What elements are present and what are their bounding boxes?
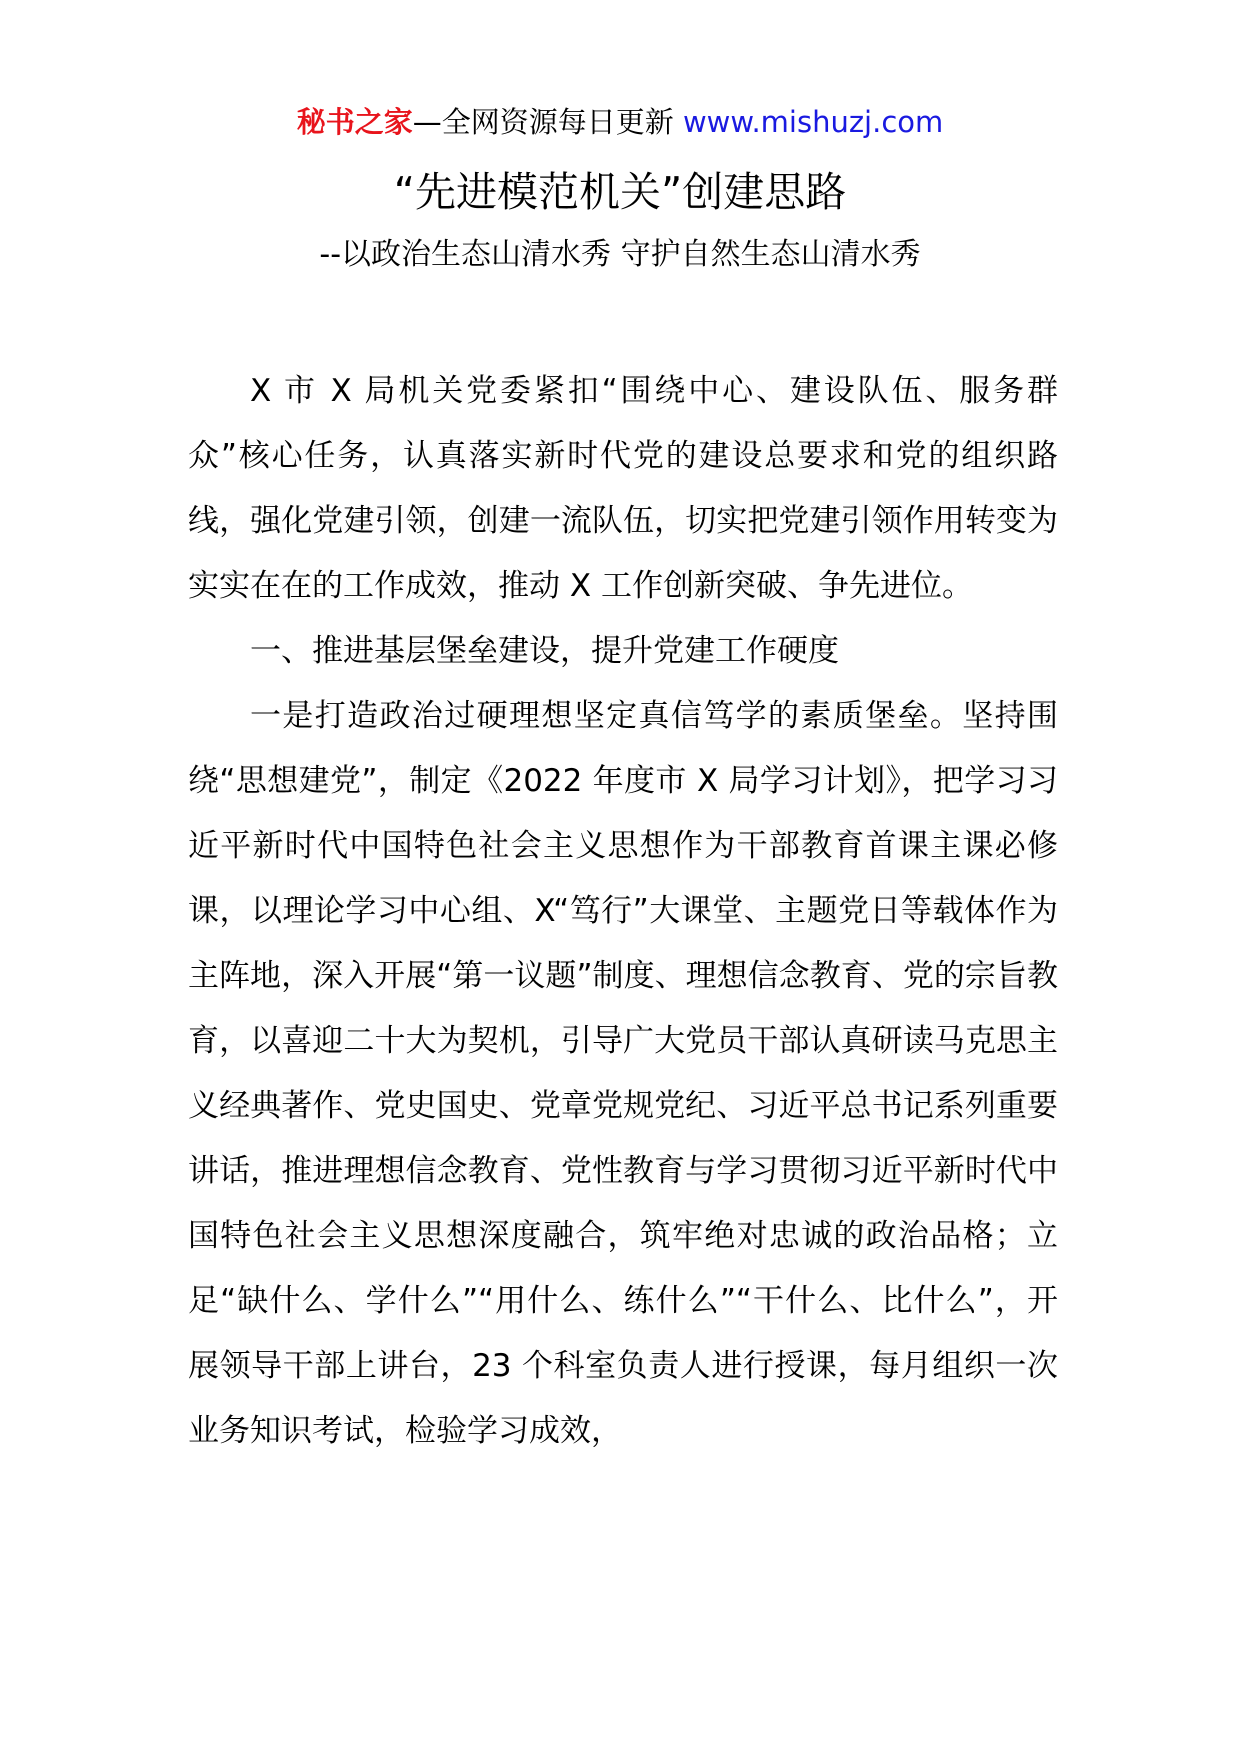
paragraph-point-one: 一是打造政治过硬理想坚定真信笃学的素质堡垒。坚持围绕“思想建党”，制定《2022 年度市 X 局学习计划》，把学习习近平新时代中国特色社会主义思想作为干部教育首课主课必修课，以理论学习中心组、X“笃行”大课堂、主题党日等载体作为主阵地，深入开展“第一议题”制度、理想信念教育、党的宗旨教育，以喜迎二十大为契机，引导广大党员干部认真研读马克思主义经典著作、党史国史、党章党规党纪、习近平总书记系列重要讲话，推进理想信念教育、党性教育与学习贯彻习近平新时代中国特色社会主义思想深度融合，筑牢绝对忠诚的政治品格；立足“缺什么、学什么”“用什么、练什么”“干什么、比什么”，开展领导干部上讲台，23 个科室负责人进行授课，每月组织一次业务知识考试，检验学习成效， [188, 698, 1058, 1449]
paragraph-intro: X 市 X 局机关党委紧扣“围绕中心、建设队伍、服务群众”核心任务，认真落实新时代党的建设总要求和党的组织路线，强化党建引领，创建一流队伍，切实把党建引领作用转变为实实在在的工作成效，推动 X 工作创新突破、争先进位。 [188, 373, 1058, 604]
site-header [0, 102, 1240, 142]
site-slogan: —全网资源每日更新 [412, 105, 683, 139]
document-body [188, 359, 1058, 1464]
document-title: “先进模范机关”创建思路 [393, 168, 847, 216]
section-heading: 一、推进基层堡垒建设，提升党建工作硬度 [250, 633, 839, 669]
site-url-link[interactable]: www.mishuzj.com [682, 105, 944, 139]
site-brand: 秘书之家 [296, 105, 413, 139]
document-subtitle: --以政治生态山清水秀 守护自然生态山清水秀 [319, 237, 921, 272]
